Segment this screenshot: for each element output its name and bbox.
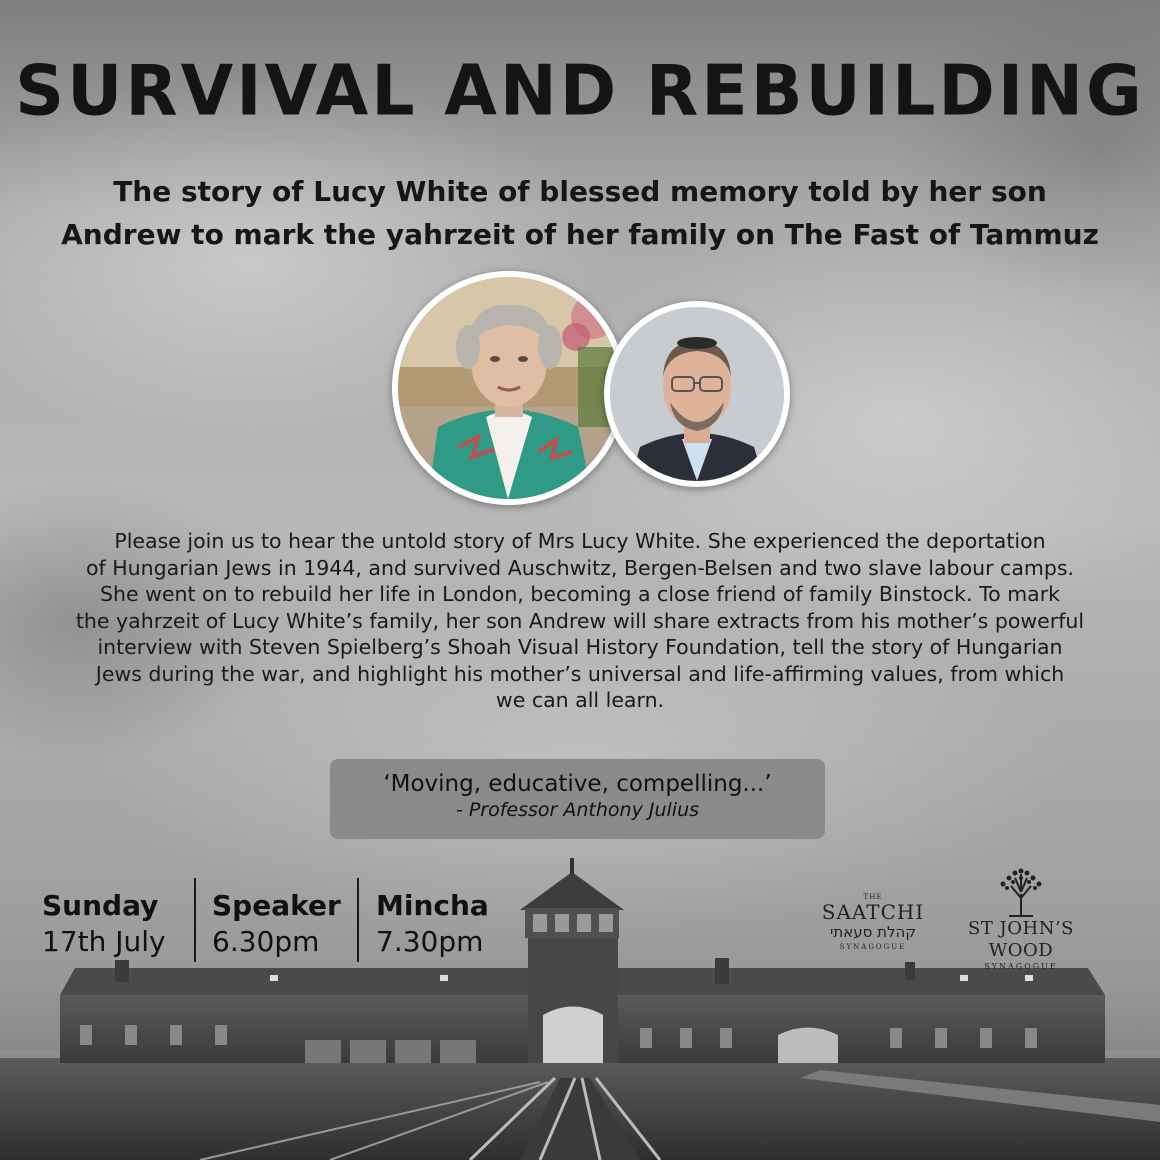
logo-text: ST JOHN’S WOOD: [967, 918, 1075, 961]
divider: [194, 878, 196, 962]
quote-author: - Professor Anthony Julius: [455, 799, 700, 821]
subtitle-line: Andrew to mark the yahrzeit of her family on The Fast of Tammuz: [61, 218, 1099, 251]
schedule-label: Sunday: [42, 889, 159, 922]
schedule-speaker: [212, 888, 341, 960]
logo-text: קהלת סעאתי: [830, 923, 916, 941]
divider: [357, 878, 359, 962]
logo-text: SAATCHI: [821, 900, 925, 924]
schedule-value: 7.30pm: [376, 925, 484, 958]
logo-text: THE: [863, 893, 883, 901]
description-line: She went on to rebuild her life in London, becoming a close friend of family Binstock. To mark: [99, 582, 1061, 606]
logo-text: SYNAGOGUE: [839, 943, 907, 951]
subtitle-line: The story of Lucy White of blessed memory told by her son: [113, 175, 1047, 208]
schedule-label: Mincha: [376, 889, 489, 922]
st-johns-wood-synagogue-logo: [936, 868, 1106, 971]
poster-title: SURVIVAL AND REBUILDING: [15, 51, 1145, 132]
description-line: interview with Steven Spielberg’s Shoah Visual History Foundation, tell the story of Hungarian: [97, 635, 1063, 659]
schedule-label: Speaker: [212, 889, 341, 922]
schedule-value: 6.30pm: [212, 925, 320, 958]
event-description: [30, 528, 1130, 714]
portrait-lucy-white: [392, 271, 626, 505]
description-line: Jews during the war, and highlight his mother’s universal and life-affirming values, from which: [95, 661, 1065, 686]
poster-subtitle: [40, 170, 1120, 256]
quote-text: ‘Moving, educative, compelling...’: [383, 771, 772, 797]
description-line: Please join us to hear the untold story of Mrs Lucy White. She experienced the deportation: [114, 529, 1046, 553]
saatchi-synagogue-logo: [815, 893, 931, 951]
portrait-andrew-white: [604, 301, 790, 487]
schedule-mincha: [376, 888, 489, 960]
schedule-day: [42, 888, 166, 960]
description-line: we can all learn.: [495, 688, 665, 712]
description-line: the yahrzeit of Lucy White’s family, her son Andrew will share extracts from his mother’s powerful: [75, 608, 1085, 633]
logo-text: SYNAGOGUE: [984, 962, 1058, 971]
schedule-value: 17th July: [42, 925, 166, 958]
tree-icon: [993, 868, 1049, 918]
description-line: of Hungarian Jews in 1944, and survived Auschwitz, Bergen-Belsen and two slave labour camps.: [85, 555, 1075, 580]
quote-box: [330, 759, 825, 839]
